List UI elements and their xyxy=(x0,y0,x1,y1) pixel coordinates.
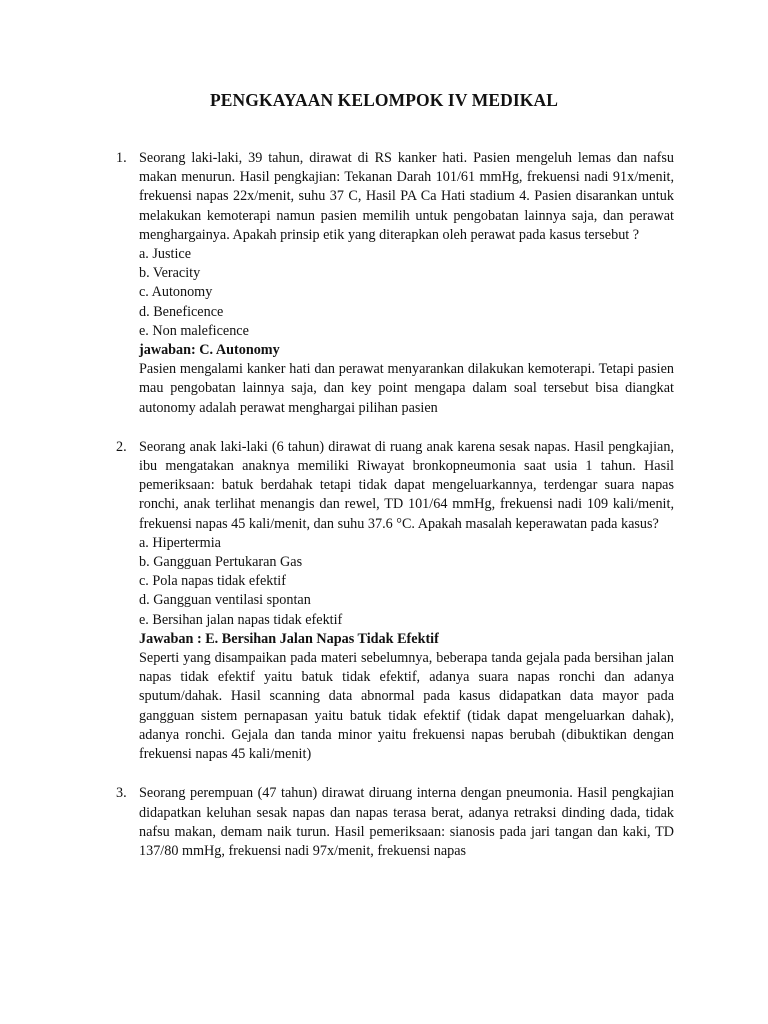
question-text: Seorang laki-laki, 39 tahun, dirawat di RS kanker hati. Pasien mengeluh lemas dan nafsu makan menurun. Hasil pengkajian: Tekanan Darah 101/61 mmHg, frekuensi nadi 91x/menit, frekuensi napas 22x/menit, suhu 37 C, Hasil PA Ca Hati stadium 4. Pasien disarankan untuk melakukan kemoterapi namun pasien memilih untuk pengobatan lainnya saja, dan perawat menghargainya. Apakah prinsip etik yang diterapkan oleh perawat pada kasus tersebut ? xyxy=(139,150,674,243)
option-e: e. Bersihan jalan napas tidak efektif xyxy=(139,611,343,628)
option-c: c. Pola napas tidak efektif xyxy=(139,573,286,590)
option-a: a. Hipertermia xyxy=(139,534,221,551)
answer-explanation: Pasien mengalami kanker hati dan perawat menyarankan dilakukan kemoterapi. Tetapi pasien mau pengobatan lainnya saja, dan key point mengapa dalam soal tersebut bisa diangkat autonomy adalah perawat menghargai pilihan pasien xyxy=(139,361,674,416)
option-d: d. Beneficence xyxy=(139,303,224,320)
question-number: 2. xyxy=(116,438,127,455)
question-text: Seorang perempuan (47 tahun) dirawat diruang interna dengan pneumonia. Hasil pengkajian didapatkan keluhan sesak napas dan napas terasa berat, adanya retraksi dinding dada, tidak nafsu makan, demam naik turun. Hasil pemeriksaan: sianosis pada jari tangan dan kaki, TD 137/80 mmHg, frekuensi nadi 97x/menit, frekuensi napas xyxy=(139,785,674,859)
question-3 xyxy=(116,784,674,861)
option-e: e. Non maleficence xyxy=(139,322,249,339)
option-list xyxy=(139,245,674,341)
question-number: 3. xyxy=(116,785,127,802)
question-number: 1. xyxy=(116,150,127,166)
answer-explanation: Seperti yang disampaikan pada materi sebelumnya, beberapa tanda gejala pada bersihan jalan napas tidak efektif yaitu batuk tidak efektif, adanya suara napas ronchi dan adanya sputum/dahak. Hasil scanning data abnormal pada kasus didapatkan data mayor pada gangguan sistem pernapasan yaitu batuk tidak efektif (tidak dapat mengeluarkan dahak), adanya ronchi. Gejala dan tanda minor yaitu frekuensi napas berubah (dibuktikan dengan frekuensi napas 45 kali/menit) xyxy=(139,650,674,763)
option-b: b. Veracity xyxy=(139,265,201,282)
answer-line: jawaban: C. Autonomy xyxy=(139,342,280,359)
option-a: a. Justice xyxy=(139,246,192,263)
question-2 xyxy=(116,438,674,764)
answer-line: Jawaban : E. Bersihan Jalan Napas Tidak Efektif xyxy=(139,630,439,647)
option-d: d. Gangguan ventilasi spontan xyxy=(139,592,311,609)
page-title: PENGKAYAAN KELOMPOK IV MEDIKAL xyxy=(209,90,559,110)
question-text: Seorang anak laki-laki (6 tahun) dirawat di ruang anak karena sesak napas. Hasil pengkajian, ibu mengatakan anaknya memiliki Riwayat bronkopneumonia saat usia 1 tahun. Hasil pemeriksaan: batuk berdahak tetapi tidak dapat mengeluarkannya, terdengar suara napas ronchi, anak terlihat menangis dan rewel, TD 101/64 mmHg, frekuensi nadi 109 kali/menit, frekuensi napas 45 kali/menit, dan suhu 37.6 °C. Apakah masalah keperawatan pada kasus? xyxy=(139,438,674,532)
option-c: c. Autonomy xyxy=(139,284,213,301)
option-b: b. Gangguan Pertukaran Gas xyxy=(139,554,303,571)
option-list xyxy=(139,534,674,630)
question-1 xyxy=(116,149,674,418)
question-list xyxy=(116,149,674,881)
